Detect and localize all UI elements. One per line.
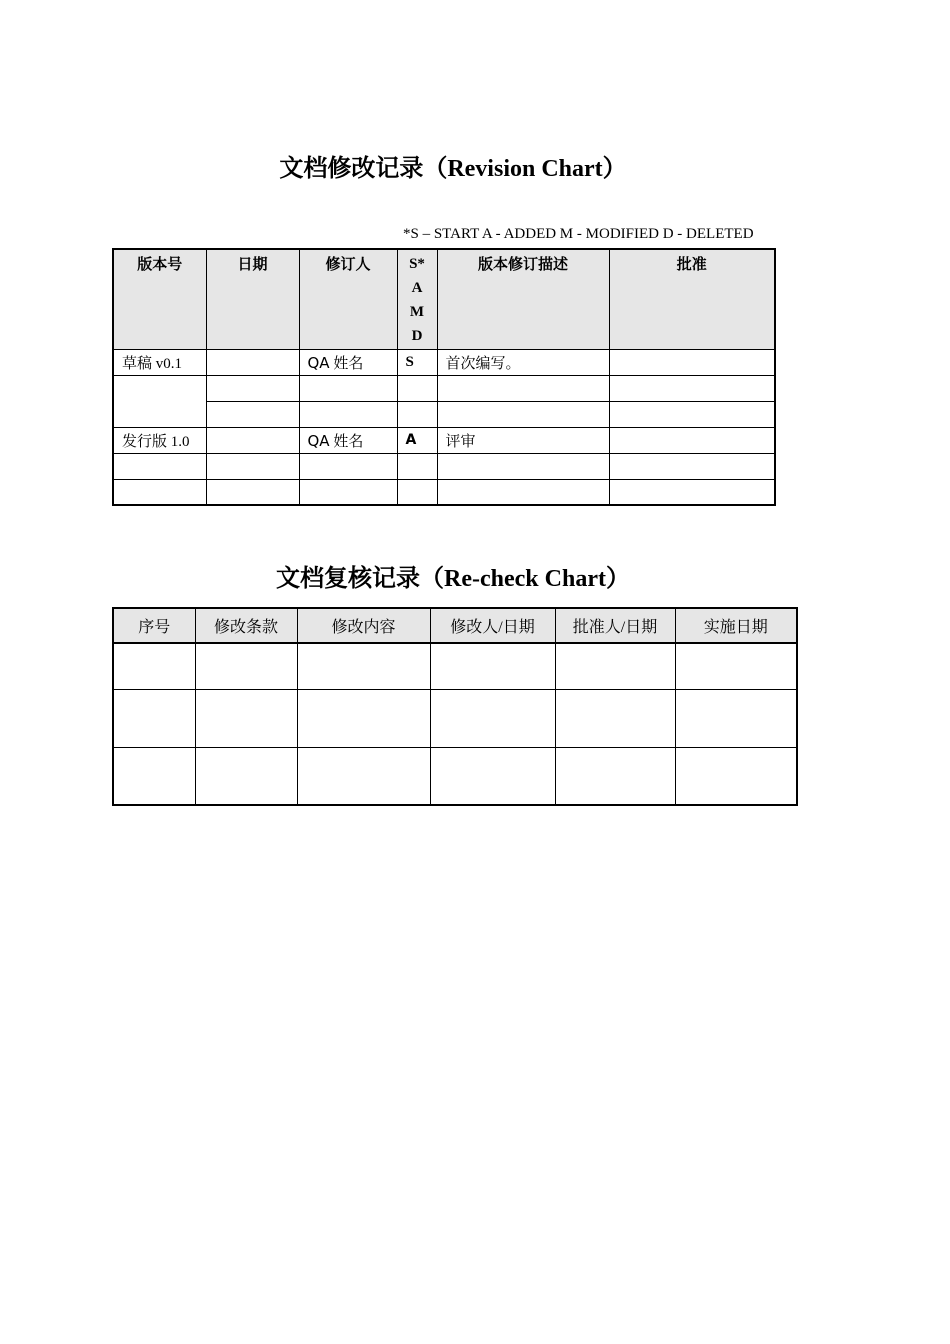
header-version: 版本号 (113, 249, 206, 349)
table-row (113, 479, 775, 505)
cell-version: 发行版 1.0 (113, 427, 206, 453)
table-cell (555, 747, 675, 805)
cell-flag (397, 375, 437, 401)
table-row (113, 375, 775, 401)
cell-flag (397, 453, 437, 479)
cell-date (206, 453, 299, 479)
cell-approval (609, 479, 775, 505)
header-samd (397, 249, 437, 349)
table-cell (675, 689, 797, 747)
cell-version (113, 453, 206, 479)
table-row (113, 401, 775, 427)
cell-reviser (299, 453, 397, 479)
header-content: 修改内容 (297, 608, 430, 643)
table-cell (675, 643, 797, 689)
cell-date (206, 375, 299, 401)
reviser-name: 姓名 (329, 433, 364, 450)
reviser-prefix: QA (307, 431, 330, 450)
table-cell (430, 689, 555, 747)
recheck-header-row (113, 608, 797, 643)
header-reviser: 修订人 (299, 249, 397, 349)
reviser-prefix: QA (307, 353, 330, 372)
header-clause: 修改条款 (195, 608, 297, 643)
header-date: 日期 (206, 249, 299, 349)
table-cell (430, 643, 555, 689)
table-cell (113, 689, 195, 747)
cell-date (206, 479, 299, 505)
cell-flag (397, 401, 437, 427)
header-approver-date: 批准人/日期 (555, 608, 675, 643)
cell-flag: S (397, 349, 437, 375)
cell-reviser (299, 375, 397, 401)
table-cell (555, 643, 675, 689)
cell-description (437, 375, 609, 401)
table-cell (430, 747, 555, 805)
revision-header-row (113, 249, 775, 349)
cell-approval (609, 349, 775, 375)
cell-date (206, 349, 299, 375)
cell-description (437, 479, 609, 505)
cell-version: 草稿 v0.1 (113, 349, 206, 375)
revision-chart-title: 文档修改记录（Revision Chart） (279, 156, 627, 182)
table-cell (297, 747, 430, 805)
reviser-name: 姓名 (329, 355, 364, 372)
table-cell (195, 643, 297, 689)
cell-approval (609, 401, 775, 427)
revision-legend: *S – START A - ADDED M - MODIFIED D - DELETED (403, 226, 754, 242)
cell-reviser (299, 401, 397, 427)
cell-approval (609, 453, 775, 479)
header-approval: 批准 (609, 249, 775, 349)
cell-description: 评审 (437, 427, 609, 453)
cell-approval (609, 375, 775, 401)
table-cell (195, 689, 297, 747)
table-cell (297, 689, 430, 747)
header-modifier-date: 修改人/日期 (430, 608, 555, 643)
table-row (113, 747, 797, 805)
recheck-table (112, 607, 798, 806)
table-row (113, 643, 797, 689)
revision-table (112, 248, 776, 506)
cell-description (437, 453, 609, 479)
cell-reviser (299, 349, 397, 375)
cell-reviser (299, 479, 397, 505)
cell-description: 首次编写。 (437, 349, 609, 375)
table-cell (113, 643, 195, 689)
cell-reviser (299, 427, 397, 453)
table-cell (195, 747, 297, 805)
table-cell (555, 689, 675, 747)
cell-flag (397, 479, 437, 505)
header-samd-m: M (409, 304, 425, 320)
cell-description (437, 401, 609, 427)
table-row (113, 689, 797, 747)
table-row (113, 349, 775, 375)
header-samd-a: A (411, 280, 423, 296)
table-cell (675, 747, 797, 805)
recheck-chart-title: 文档复核记录（Re-check Chart） (276, 566, 630, 592)
header-effective-date: 实施日期 (675, 608, 797, 643)
header-samd-d: D (411, 328, 423, 344)
header-samd-s: S* (409, 256, 425, 272)
table-row (113, 427, 775, 453)
cell-flag: A (397, 427, 437, 453)
cell-date (206, 427, 299, 453)
table-cell (297, 643, 430, 689)
cell-version (113, 479, 206, 505)
header-seq: 序号 (113, 608, 195, 643)
cell-version (113, 375, 206, 427)
cell-approval (609, 427, 775, 453)
header-description: 版本修订描述 (437, 249, 609, 349)
cell-date (206, 401, 299, 427)
table-cell (113, 747, 195, 805)
table-row (113, 453, 775, 479)
